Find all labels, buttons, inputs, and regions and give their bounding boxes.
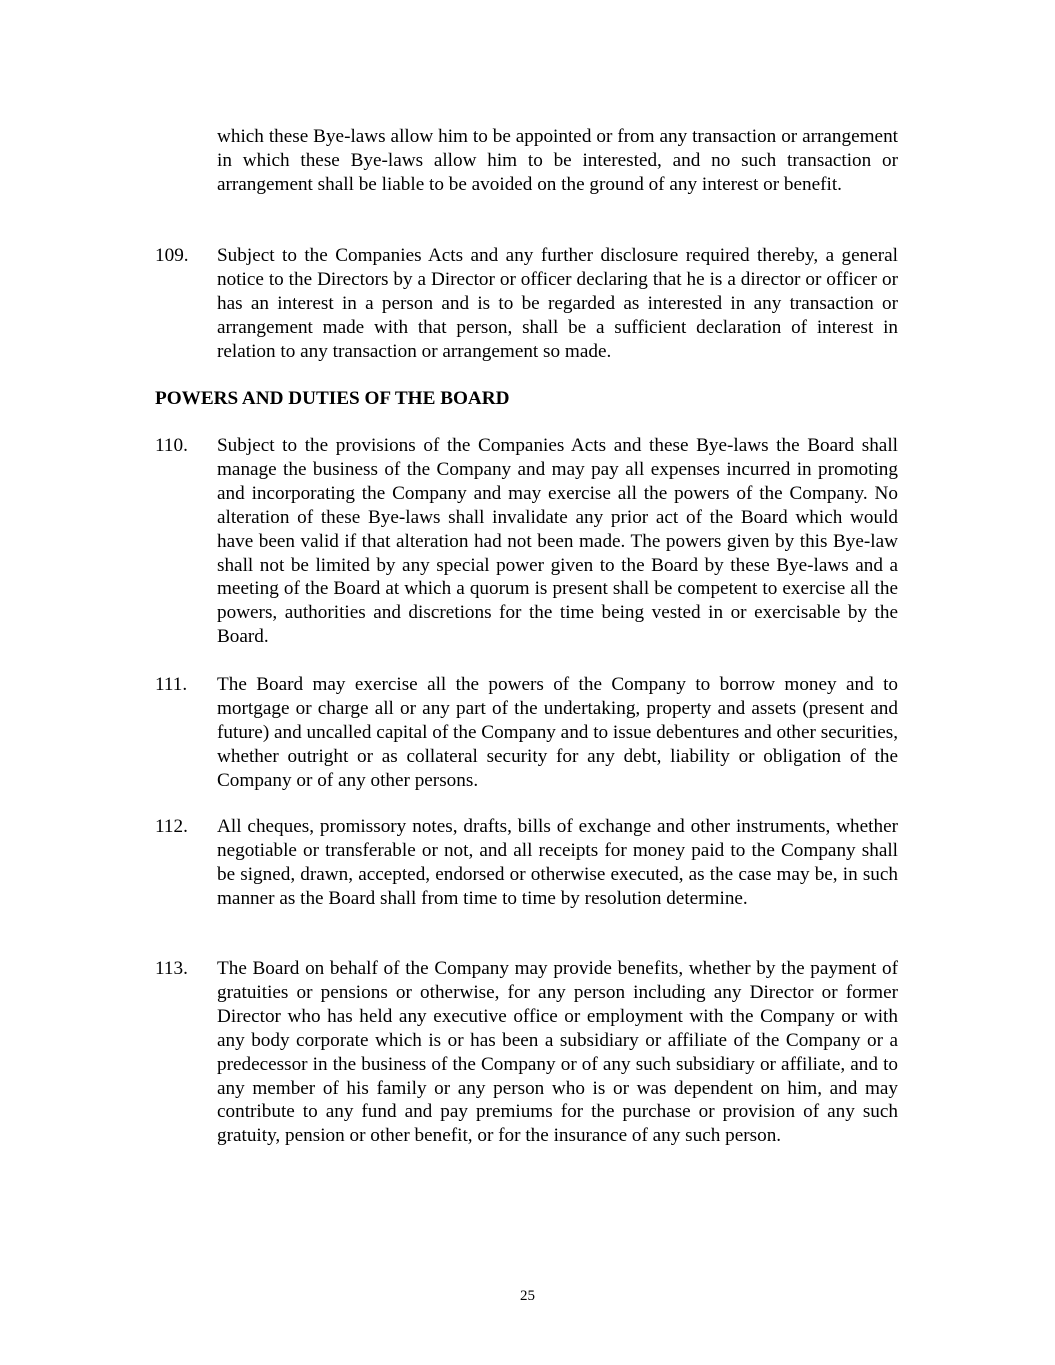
clause-number-113: 113. — [155, 958, 188, 979]
section-heading: POWERS AND DUTIES OF THE BOARD — [155, 388, 510, 409]
clause-number-109: 109. — [155, 245, 189, 266]
clause-text-113: The Board on behalf of the Company may provide benefits, whether by the payment of gratuities or pensions or otherwise, for any person including any Director or former Director who has held any executive office or employment with the Company or with any body corporate which is or has been a subsidiary or affiliate of the Company or a predecessor in the business of the Company or of any such subsidiary or affiliate, and to any member of his family or any person who is or was dependent on him, and may contribute to any fund and pay premiums for the purchase or provision of any such gratuity, pension or other benefit, or for the insurance of any such person. — [217, 958, 898, 1147]
clause-text-109: Subject to the Companies Acts and any further disclosure required thereby, a general notice to the Directors by a Director or officer declaring that he is a director or officer or has an interest in a person and is to be regarded as interested in any transaction or arrangement made with that person, shall be a sufficient declaration of interest in relation to any transaction or arrangement so made. — [217, 245, 898, 362]
page-number: 25 — [520, 1288, 535, 1304]
clause-number-110: 110. — [155, 435, 188, 456]
clause-text-110: Subject to the provisions of the Companies Acts and these Bye-laws the Board shall manage the business of the Company and may pay all expenses incurred in promoting and incorporating the Company and may exercise all the powers of the Company. No alteration of these Bye-laws shall invalidate any prior act of the Board which would have been valid if that alteration had not been made. The powers given by this Bye-law shall not be limited by any special power given to the Board by these Bye-laws and a meeting of the Board at which a quorum is present shall be competent to exercise all the powers, authorities and discretions for the time being vested in or exercisable by the Board. — [217, 435, 898, 648]
clause-number-111: 111. — [155, 674, 188, 695]
continuation-paragraph: which these Bye-laws allow him to be appointed or from any transaction or arrangement in which these Bye-laws allow him to be interested, and no such transaction or arrangement shall be liable to be avoided on the ground of any interest or benefit. — [217, 126, 898, 195]
clause-text-112: All cheques, promissory notes, drafts, bills of exchange and other instruments, whether negotiable or transferable or not, and all receipts for money paid to the Company shall be signed, drawn, accepted, endorsed or otherwise executed, as the case may be, in such manner as the Board shall from time to time by resolution determine. — [217, 816, 898, 909]
clause-number-112: 112. — [155, 816, 188, 837]
clause-text-111: The Board may exercise all the powers of the Company to borrow money and to mortgage or charge all or any part of the undertaking, property and assets (present and future) and uncalled capital of the Company and to issue debentures and other securities, whether outright or as collateral security for any debt, liability or obligation of the Company or of any other persons. — [217, 674, 898, 791]
